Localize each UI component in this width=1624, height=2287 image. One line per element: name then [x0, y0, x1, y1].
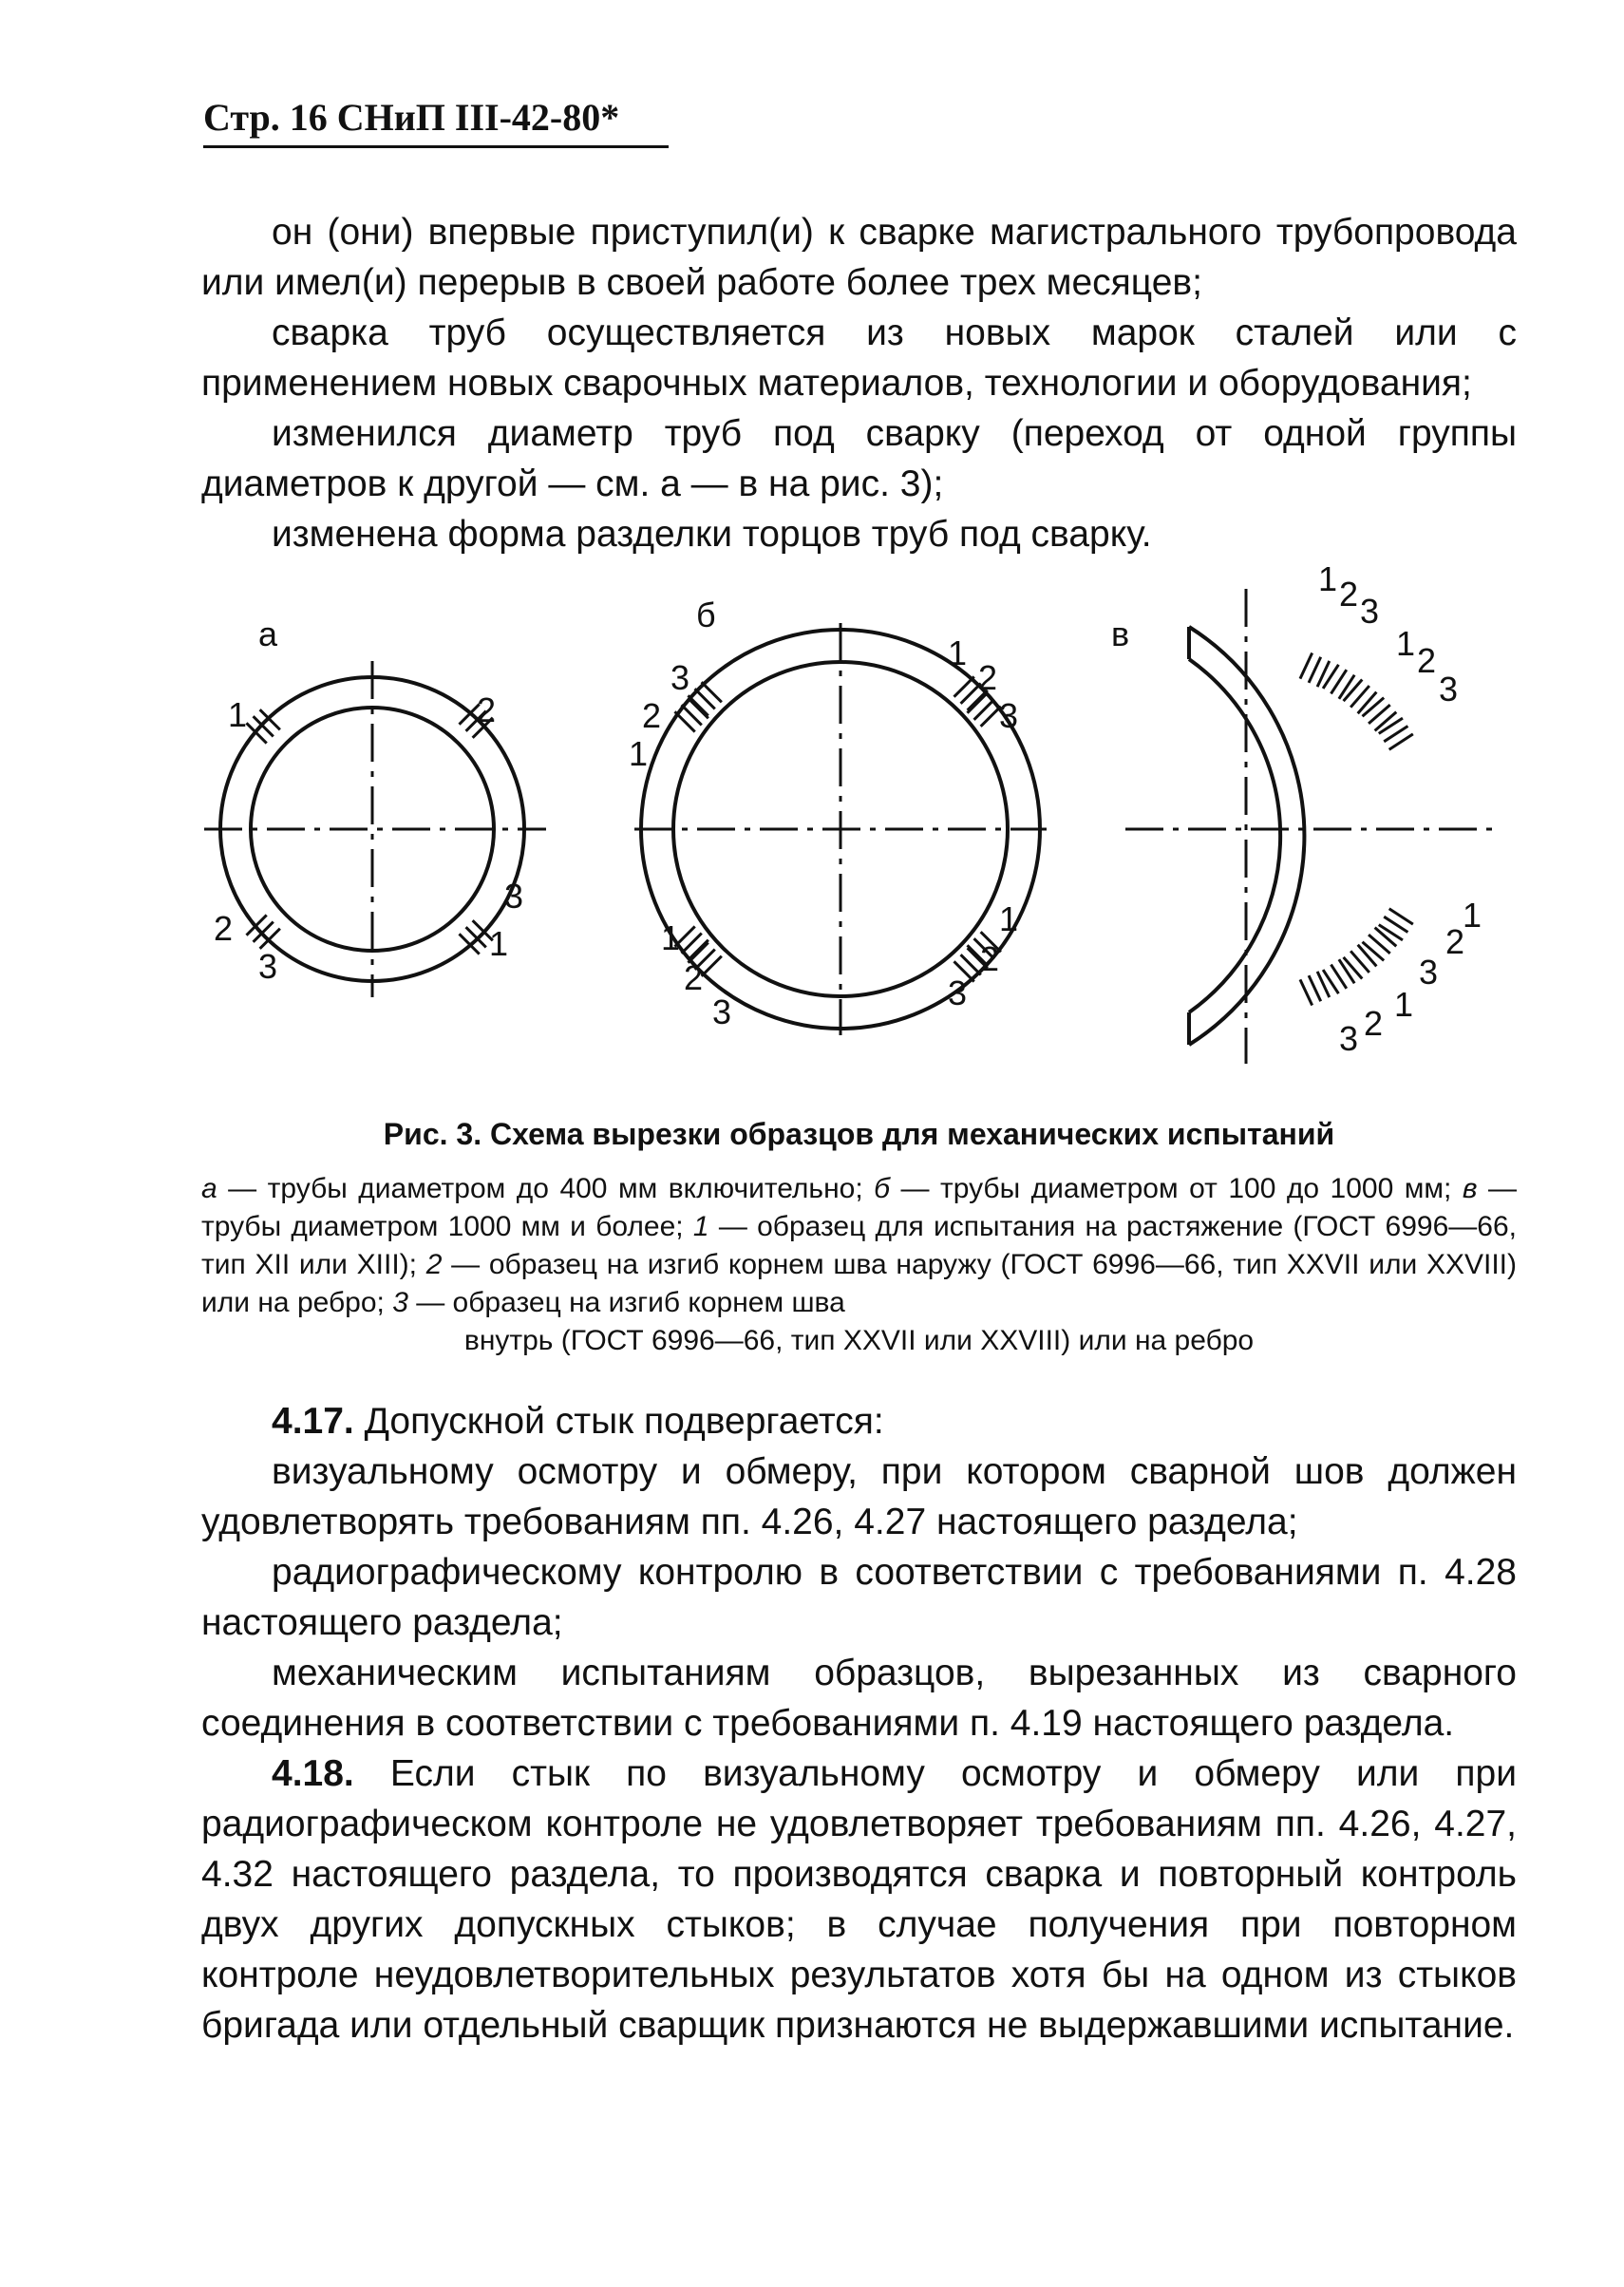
num-3: 3 [504, 877, 524, 916]
num-3: 3 [712, 992, 732, 1031]
section-number: 4.18. [272, 1753, 354, 1794]
num-1: 1 [228, 695, 248, 734]
num-3: 3 [948, 973, 968, 1012]
num-1: 1 [1463, 896, 1482, 935]
paragraph: изменена форма разделки торцов труб под сварку. [272, 514, 1152, 555]
legend-text-3-end: внутрь (ГОСТ 6996—66, тип XXVII или XXVIII) или на ребро [463, 1325, 1255, 1356]
legend-key-v: в [1462, 1173, 1478, 1204]
num-2: 2 [684, 958, 704, 997]
section-lead-text: Допускной стык подвергается: [353, 1401, 884, 1442]
figure-caption-title: Рис. 3. Схема вырезки образцов для механических испытаний [383, 1117, 1335, 1151]
section-4-17-lead [201, 1396, 1517, 1446]
pipe-cut-diagram [0, 560, 1624, 1092]
page-reference: Стр. 16 СНиП III-42-80* [203, 96, 620, 139]
num-2: 2 [1364, 1004, 1384, 1043]
num-2: 2 [1417, 641, 1437, 680]
list-item: визуальному осмотру и обмеру, при котором сварной шов должен удовлетворять требованиям пп. 4.26, 4.27 настоящего раздела; [201, 1451, 1517, 1542]
legend-key-1: 1 [692, 1211, 709, 1242]
label-b: б [696, 595, 716, 634]
num-3: 3 [1439, 670, 1459, 709]
num-1: 1 [1396, 624, 1416, 663]
num-2: 2 [1339, 575, 1359, 614]
num-1: 1 [629, 734, 649, 773]
paragraph: изменился диаметр труб под сварку (переход от одной группы диаметров к другой — см. а — в на рис. 3); [201, 413, 1517, 504]
legend-text-1: — образец для испытания на растяжение (ГОСТ 6996—66, тип XII или XIII); [201, 1211, 1517, 1280]
num-1: 1 [1318, 560, 1338, 598]
figure-3 [0, 560, 1624, 1092]
num-2: 2 [978, 658, 998, 697]
top-text-block [201, 207, 1517, 559]
legend-text-2: — образец на изгиб корнем шва наружу (ГОСТ 6996—66, тип XXVII или XXVIII) или на ребро; [201, 1249, 1517, 1318]
page-header [203, 95, 669, 148]
num-3: 3 [1339, 1019, 1359, 1058]
num-3: 3 [258, 947, 278, 986]
num-1: 1 [948, 633, 968, 672]
figure-legend [201, 1170, 1517, 1360]
num-3: 3 [999, 696, 1019, 735]
list-item: механическим испытаниям образцов, вырезанных из сварного соединения в соответствии с требованиями п. 4.19 настоящего раздела. [201, 1653, 1517, 1744]
legend-text-3: — образец на изгиб корнем шва [407, 1287, 845, 1318]
num-3: 3 [1419, 953, 1439, 992]
legend-key-3: 3 [392, 1287, 408, 1318]
legend-text-v: — трубы диаметром 1000 мм и более; [201, 1173, 1517, 1242]
num-1: 1 [1394, 985, 1414, 1024]
num-2: 2 [214, 909, 234, 948]
section-4-18 [201, 1748, 1517, 2051]
num-1: 1 [999, 899, 1019, 938]
label-v: в [1111, 614, 1130, 653]
num-1: 1 [661, 918, 681, 957]
num-3: 3 [1360, 592, 1380, 631]
num-1: 1 [489, 924, 509, 963]
list-item: радиографическому контролю в соответствии с требованиями п. 4.28 настоящего раздела; [201, 1552, 1517, 1643]
num-2: 2 [1445, 922, 1465, 961]
num-3: 3 [670, 658, 690, 697]
paragraph: сварка труб осуществляется из новых марок сталей или с применением новых сварочных материалов, технологии и оборудования; [201, 312, 1517, 404]
legend-key-b: б [874, 1173, 891, 1204]
num-2: 2 [477, 690, 497, 729]
num-2: 2 [980, 939, 1000, 978]
bottom-text-block [201, 1396, 1517, 2051]
legend-text-a: — трубы диаметром до 400 мм включительно; [217, 1173, 875, 1204]
section-number: 4.17. [272, 1401, 354, 1442]
legend-text-b: — трубы диаметром от 100 до 1000 мм; [890, 1173, 1463, 1204]
num-2: 2 [642, 696, 662, 735]
legend-key-a: а [201, 1173, 217, 1204]
diagram-v [1125, 589, 1501, 1064]
section-text: Если стык по визуальному осмотру и обмеру или при радиографическом контроле не удовлетворяет требованиям пп. 4.26, 4.27, 4.32 настоящего раздела, то производятся сварка и повторный контроль двух других допускных стыков; в случае получения при повторном контроле неудовлетворительных результатов хотя бы на одном из стыков бригада или отдельный сварщик признаются не выдержавшими испытание. [201, 1753, 1517, 2046]
label-a: а [258, 614, 278, 653]
paragraph: он (они) впервые приступил(и) к сварке магистрального трубопровода или имел(и) перерыв в своей работе более трех месяцев; [201, 212, 1517, 303]
legend-key-2: 2 [425, 1249, 443, 1280]
